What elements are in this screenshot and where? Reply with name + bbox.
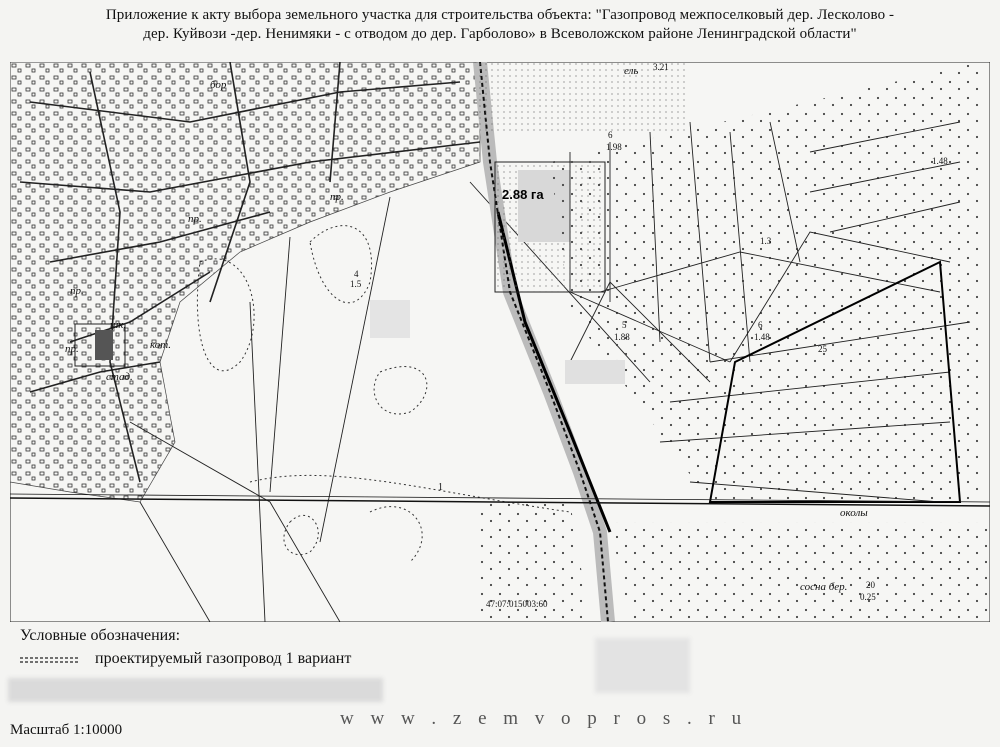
- redacted-stamp: [595, 638, 690, 693]
- label-bor: бор: [210, 79, 227, 91]
- legend-heading: Условные обозначения:: [20, 627, 181, 644]
- stand-5-val: 1.88: [614, 332, 630, 342]
- map-redaction-2: [565, 360, 625, 384]
- redacted-block: [8, 678, 383, 702]
- map-svg: [10, 62, 990, 622]
- watermark: w w w . z e m v o p r o s . r u: [340, 708, 748, 729]
- legend-item-pipeline: [20, 650, 80, 670]
- school-building: [95, 330, 113, 360]
- label-okoly: околы: [840, 507, 868, 519]
- document-title: [20, 6, 980, 44]
- label-pr-3: пр.: [330, 191, 344, 203]
- label-kot: кот.: [150, 339, 172, 351]
- stand-4-val: 1.5: [350, 279, 362, 289]
- scale-label: Масштаб 1:10000: [10, 722, 123, 738]
- stand-25: 25: [818, 344, 827, 354]
- stand-5: 5: [622, 320, 627, 330]
- label-cadastral: 47:07:015003:60: [486, 599, 548, 609]
- survey-point-1: 1: [438, 482, 443, 493]
- label-sosna-ber: сосна бер.: [800, 581, 848, 593]
- label-stad: стад.: [106, 371, 133, 383]
- value-3-21: 3.21: [653, 62, 669, 72]
- label-pr-2: пр.: [65, 343, 79, 355]
- stand-4: 4: [354, 269, 359, 279]
- stand-6-val: 1.98: [606, 142, 622, 152]
- label-el: ель: [624, 65, 639, 77]
- label-pr-1: пр.: [188, 213, 202, 225]
- stand-1-3: 1.3: [760, 236, 772, 246]
- area-label: 2.88 га: [502, 187, 544, 202]
- title-line-1: Приложение к акту выбора земельного участка для строительства объекта: "Газопровод межпоселковый дер. Лесколово -: [105, 7, 895, 23]
- stand-6b: 6: [758, 320, 763, 330]
- label-shk: шк.: [110, 319, 127, 331]
- meadow-band: [475, 62, 685, 132]
- lower-forest: [610, 522, 990, 622]
- survey-map: [10, 62, 990, 622]
- pipeline-symbol-icon: [20, 655, 80, 665]
- title-line-2: дер. Куйвози -дер. Ненимяки - с отводом до дер. Гарболово» в Всеволожском районе Ленинградской области": [143, 26, 857, 42]
- map-redaction-1: [370, 300, 410, 338]
- stand-6b-val: 1.48: [754, 332, 770, 342]
- label-pr-4: пр.: [70, 285, 84, 297]
- stand-6: 6: [608, 130, 613, 140]
- stand-20-val: 0.25: [860, 592, 876, 602]
- stand-20: 20: [866, 580, 875, 590]
- stand-1-48: 1.48: [932, 156, 948, 166]
- legend-item-label: проектируемый газопровод 1 вариант: [95, 650, 352, 667]
